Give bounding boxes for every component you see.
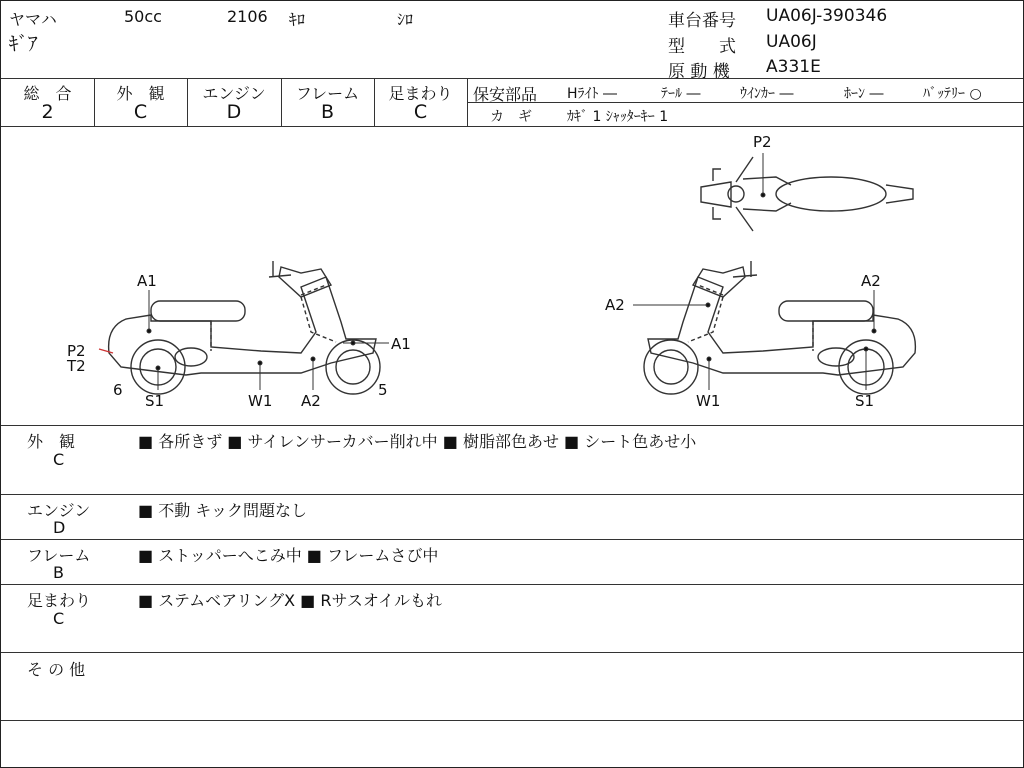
- diagram-label-5: 5: [378, 381, 388, 399]
- safety-taillight: ﾃｰﾙ ―: [661, 86, 701, 102]
- chassis-label: 車台番号: [668, 11, 736, 31]
- note-suspension-grade: C: [53, 609, 65, 628]
- grade-frame-value: B: [320, 101, 335, 123]
- diagram-label-a2: A2: [301, 392, 321, 410]
- grade-suspension-label: 足まわり: [388, 84, 453, 103]
- engine-value: A331E: [766, 57, 821, 77]
- safety-label: 保安部品: [473, 85, 538, 104]
- note-engine-text: ■ 不動 キック問題なし: [138, 501, 307, 520]
- safety-battery: ﾊﾞｯﾃﾘｰ ○: [923, 86, 982, 102]
- grade-engine-value: D: [226, 101, 242, 123]
- safety-headlight: Hﾗｲﾄ ―: [567, 86, 617, 102]
- diagram-label-p2: P2: [67, 342, 86, 360]
- diagram-label-p2-top: P2: [753, 133, 772, 151]
- note-engine-grade: D: [53, 518, 66, 537]
- diagram-label-a1: A1: [137, 272, 157, 290]
- scooter-top-view: [701, 157, 913, 231]
- note-frame-grade: B: [53, 563, 64, 582]
- maker: ヤマハ: [9, 10, 57, 29]
- note-exterior-grade: C: [53, 450, 65, 469]
- model-name: ｷﾞｱ: [9, 33, 38, 55]
- note-suspension-text: ■ ステムベアリングX ■ Rサスオイルもれ: [138, 591, 443, 610]
- displacement: 50cc: [124, 7, 162, 26]
- diagram-label-a2-left: A2: [605, 296, 625, 314]
- diagram-label-6: 6: [113, 381, 123, 399]
- chassis-value: UA06J-390346: [766, 6, 888, 26]
- grade-frame-label: フレーム: [295, 84, 360, 103]
- diagram-label-a1-right: A1: [391, 335, 411, 353]
- type-value: UA06J: [766, 32, 817, 52]
- diagram-label-s1-right: S1: [855, 392, 875, 410]
- note-engine-label: エンジン: [27, 501, 91, 520]
- damage-diagram: [1, 127, 1023, 425]
- note-frame-label: フレーム: [27, 546, 91, 565]
- color-code: ｷﾛ: [289, 10, 306, 29]
- diagram-label-t2: T2: [67, 357, 86, 375]
- safety-horn: ﾎｰﾝ ―: [844, 86, 884, 102]
- color-name: ｼﾛ: [397, 10, 414, 29]
- diagram-label-w1-right: W1: [696, 392, 721, 410]
- engine-label: 原 動 機: [668, 62, 730, 82]
- type-label: 型 式: [668, 37, 736, 57]
- note-exterior-text: ■ 各所きず ■ サイレンサーカバー削れ中 ■ 樹脂部色あせ ■ シート色あせ小: [138, 432, 697, 451]
- grade-exterior-label: 外 観: [116, 84, 165, 103]
- note-exterior-label: 外 観: [27, 432, 76, 451]
- diagram-label-a2-top: A2: [861, 272, 881, 290]
- note-frame-text: ■ ストッパーへこみ中 ■ フレームさび中: [138, 546, 439, 565]
- grade-overall-value: 2: [41, 101, 54, 123]
- diagram-label-s1: S1: [145, 392, 165, 410]
- note-other-label: そ の 他: [27, 660, 86, 679]
- safety-winker: ｳｲﾝｶｰ ―: [740, 86, 794, 102]
- diagram-label-w1: W1: [248, 392, 273, 410]
- key-value: ｶｷﾞ 1 ｼｬｯﾀｰｷｰ 1: [567, 109, 669, 125]
- grade-suspension-value: C: [413, 101, 428, 123]
- note-suspension-label: 足まわり: [27, 591, 92, 610]
- grade-exterior-value: C: [133, 101, 148, 123]
- key-label: カ ギ: [490, 109, 532, 125]
- grade-engine-label: エンジン: [202, 84, 266, 103]
- grade-overall-label: 総 合: [23, 84, 72, 103]
- year-code: 2106: [227, 7, 268, 26]
